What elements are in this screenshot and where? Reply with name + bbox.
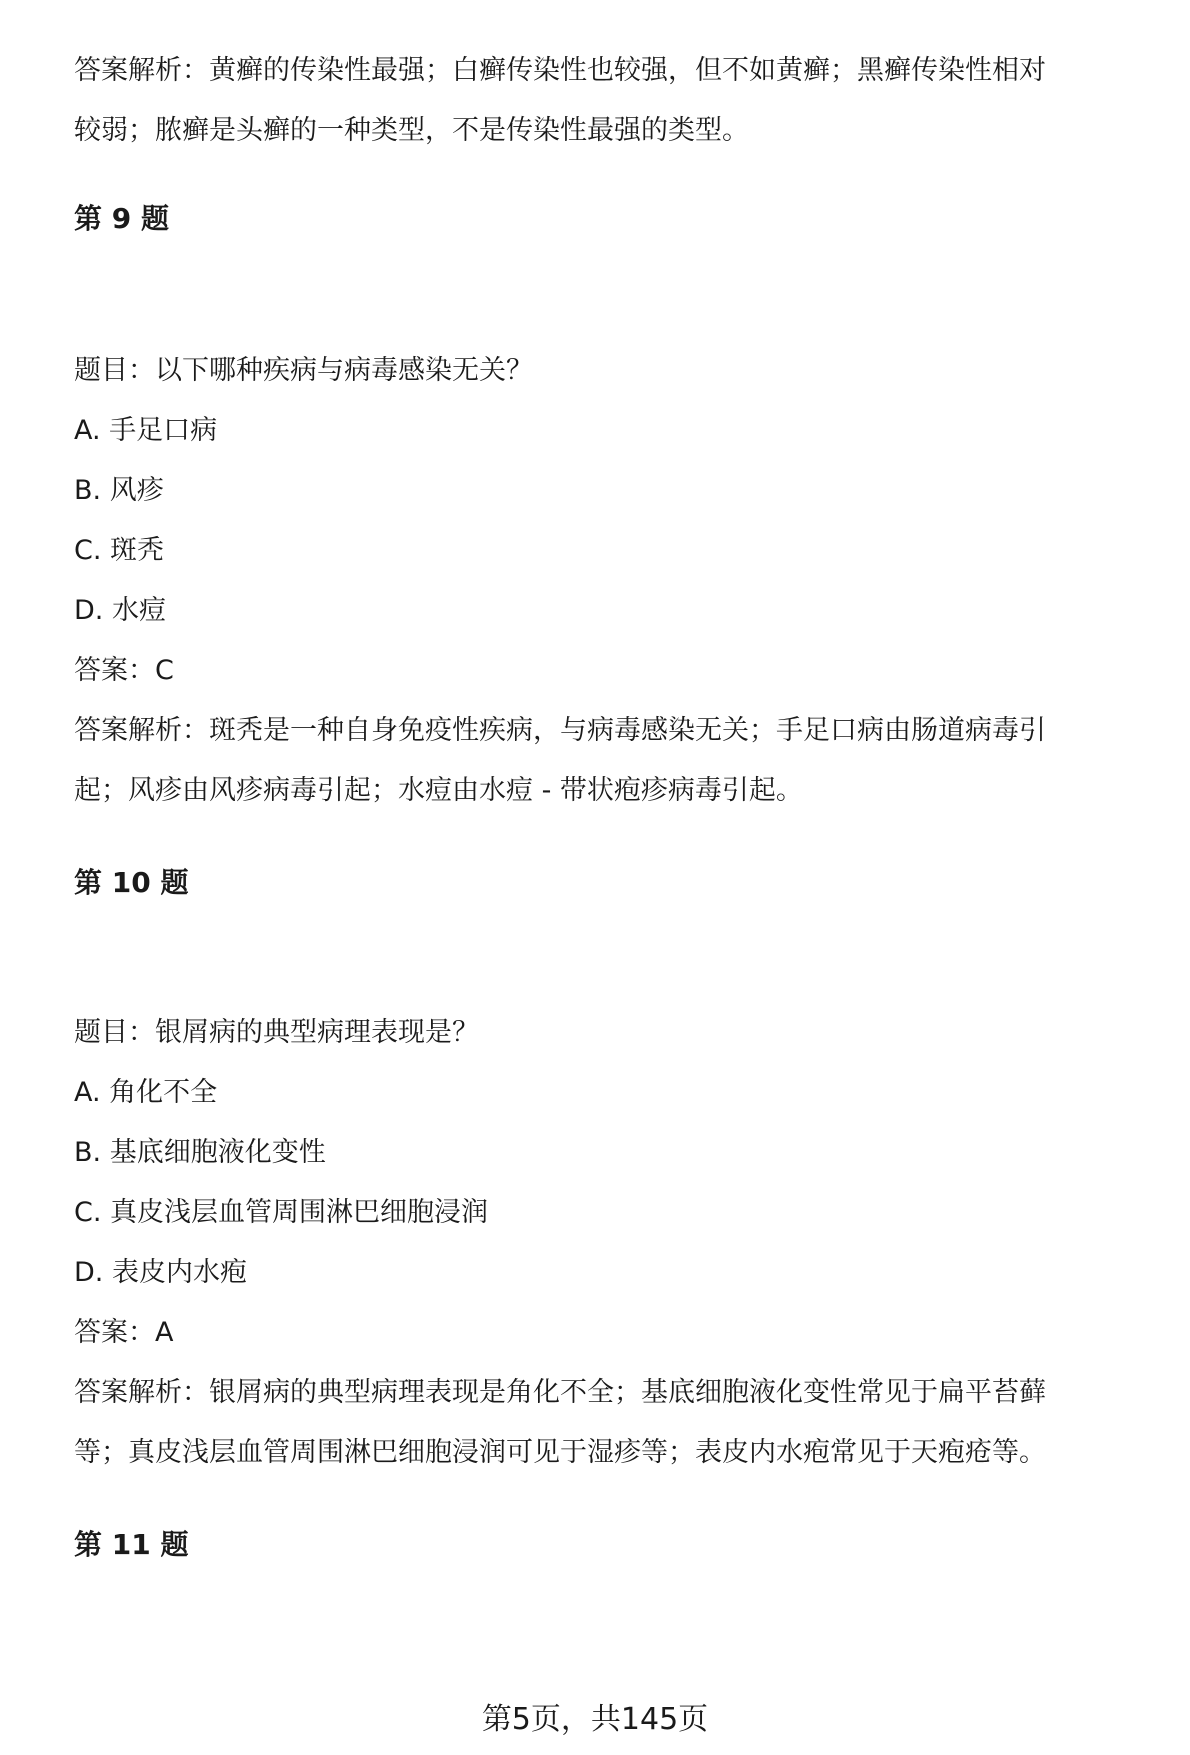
explanation-line: 起；风疹由风疹病毒引起；水痘由水痘 - 带状疱疹病毒引起。 bbox=[74, 775, 803, 806]
option-b: B. 基底细胞液化变性 bbox=[74, 1137, 326, 1168]
option-d: D. 水痘 bbox=[74, 595, 166, 626]
explanation-line: 答案解析：银屑病的典型病理表现是角化不全；基底细胞液化变性常见于扁平苔藓 bbox=[74, 1377, 1046, 1408]
question-stem: 题目：银屑病的典型病理表现是？ bbox=[74, 1017, 479, 1048]
question-heading: 第 11 题 bbox=[74, 1528, 189, 1561]
option-a: A. 角化不全 bbox=[74, 1077, 218, 1108]
question-stem: 题目：以下哪种疾病与病毒感染无关？ bbox=[74, 355, 533, 386]
explanation-line: 答案解析：斑秃是一种自身免疫性疾病，与病毒感染无关；手足口病由肠道病毒引 bbox=[74, 715, 1046, 746]
option-c: C. 斑秃 bbox=[74, 535, 165, 566]
question-heading: 第 9 题 bbox=[74, 202, 169, 235]
option-a: A. 手足口病 bbox=[74, 415, 218, 446]
page-number-footer: 第5页，共145页 bbox=[481, 1702, 709, 1737]
option-d: D. 表皮内水疱 bbox=[74, 1257, 247, 1288]
option-b: B. 风疹 bbox=[74, 475, 164, 506]
answer: 答案：A bbox=[74, 1317, 174, 1348]
question-heading: 第 10 题 bbox=[74, 866, 189, 899]
explanation-line: 等；真皮浅层血管周围淋巴细胞浸润可见于湿疹等；表皮内水疱常见于天疱疮等。 bbox=[74, 1437, 1046, 1468]
explanation-line: 较弱；脓癣是头癣的一种类型，不是传染性最强的类型。 bbox=[74, 115, 749, 146]
option-c: C. 真皮浅层血管周围淋巴细胞浸润 bbox=[74, 1197, 489, 1228]
explanation-line: 答案解析：黄癣的传染性最强；白癣传染性也较强，但不如黄癣；黑癣传染性相对 bbox=[74, 55, 1046, 86]
answer: 答案：C bbox=[74, 655, 174, 686]
